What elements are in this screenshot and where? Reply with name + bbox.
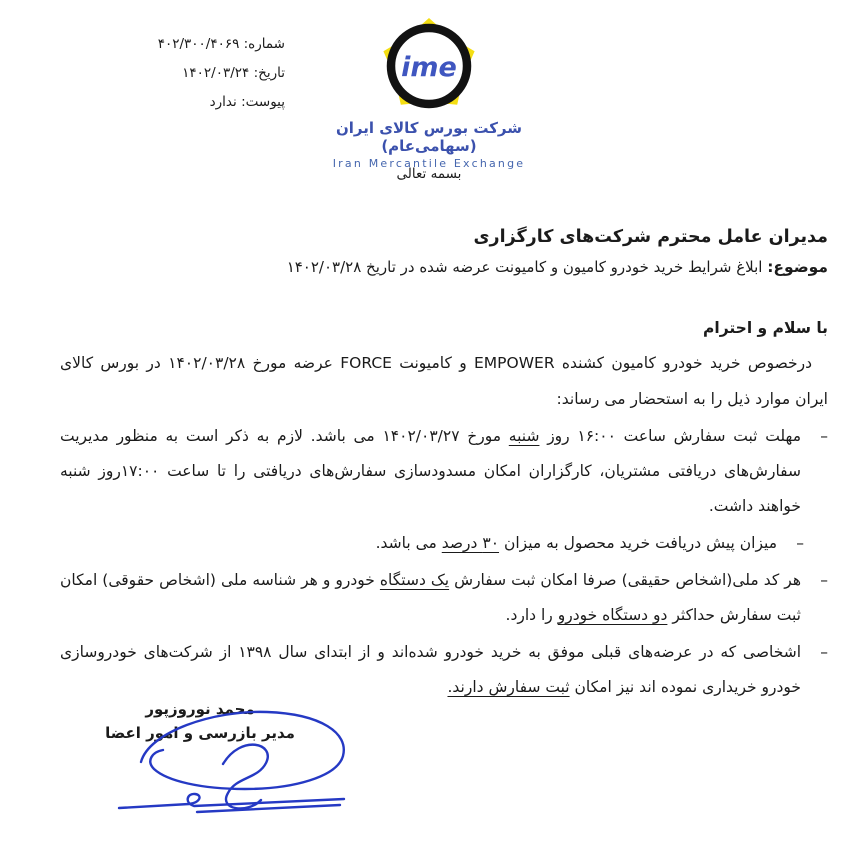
subject-line <box>60 254 828 281</box>
bullet-dash: – <box>820 427 828 445</box>
bullet-item <box>60 526 828 561</box>
bullet-text: اشخاصی که در عرضه‌های قبلی موفق به خرید خودرو شده‌اند و از ابتدای سال ۱۳۹۸ از شرکت‌های خودروسازی خودرو خریداری نموده اند نیز امکان ثبت سفارش دارند. <box>60 643 802 696</box>
letter-body <box>60 224 828 707</box>
bullet-item <box>60 563 828 633</box>
bullet-dash: – <box>796 534 804 552</box>
logo-name-en: Iran Mercantile Exchange <box>332 157 526 170</box>
logo-name-fa: شرکت بورس کالای ایران (سهامی‌عام) <box>335 119 523 155</box>
bullet-text: میزان پیش دریافت خرید محصول به میزان ۳۰ درصد می باشد. <box>375 534 777 552</box>
signatory-name: محمد نوروزپور <box>145 700 255 718</box>
letter-number-row <box>158 30 285 59</box>
subject-text: ابلاغ شرایط خرید خودرو کامیون و کامیونت عرضه شده در تاریخ ۱۴۰۲/۰۳/۲۸ <box>286 258 768 276</box>
ime-logo <box>299 18 559 170</box>
signatory-title: مدیر بازرسی و امور اعضا <box>105 724 295 742</box>
letter-date-label: تاریخ: <box>253 65 285 81</box>
bullet-text: هر کد ملی(اشخاص حقیقی) صرفا امکان ثبت سفارش یک دستگاه خودرو و هر شناسه ملی (اشخاص حقوقی) امکان ثبت سفارش حداکثر دو دستگاه خودرو را دارد. <box>60 571 802 624</box>
intro-paragraph: درخصوص خرید خودرو کامیون کشنده EMPOWER و کامیونت FORCE عرضه مورخ ۱۴۰۲/۰۳/۲۸ در بورس کالای ایران موارد ذیل را به استحضار می رساند: <box>60 354 828 408</box>
svg-text:ime: ime <box>401 52 457 83</box>
bullet-dash: – <box>820 571 828 589</box>
letter-number-label: شماره: <box>243 36 285 52</box>
letter-number-value: ۴۰۲/۳۰۰/۴۰۶۹ <box>157 36 240 52</box>
recipient-title: مدیران عامل محترم شرکت‌های کارگزاری <box>473 227 828 247</box>
bullet-text: مهلت ثبت سفارش ساعت ۱۶:۰۰ روز شنبه مورخ ۱۴۰۲/۰۳/۲۷ می باشد. لازم به ذکر است به منظور مدیریت سفارش‌های دریافتی مشتریان، کارگزاران امکان مسدودسازی سفارش‌های دریافتی را تا ساعت ۱۷:۰۰روز شنبه خواهند داشت. <box>60 427 802 515</box>
ime-star-ring-icon <box>379 18 479 118</box>
salutation: با سلام و احترام <box>703 319 828 337</box>
bullet-item <box>60 635 828 705</box>
subject-label: موضوع: <box>767 258 828 276</box>
signature-block <box>80 697 320 745</box>
letter-attachment-value: ندارد <box>209 94 237 110</box>
letter-date-value: ۱۴۰۲/۰۳/۲۴ <box>182 65 250 81</box>
letter-attachment-row <box>158 88 285 117</box>
bullet-list <box>60 419 828 705</box>
letter-meta <box>158 30 285 117</box>
bullet-item <box>60 419 828 524</box>
letter-attachment-label: پیوست: <box>241 94 285 110</box>
besmele-text: بسمه تعالی <box>396 166 462 182</box>
bullet-dash: – <box>820 643 828 661</box>
letter-date-row <box>158 59 285 88</box>
